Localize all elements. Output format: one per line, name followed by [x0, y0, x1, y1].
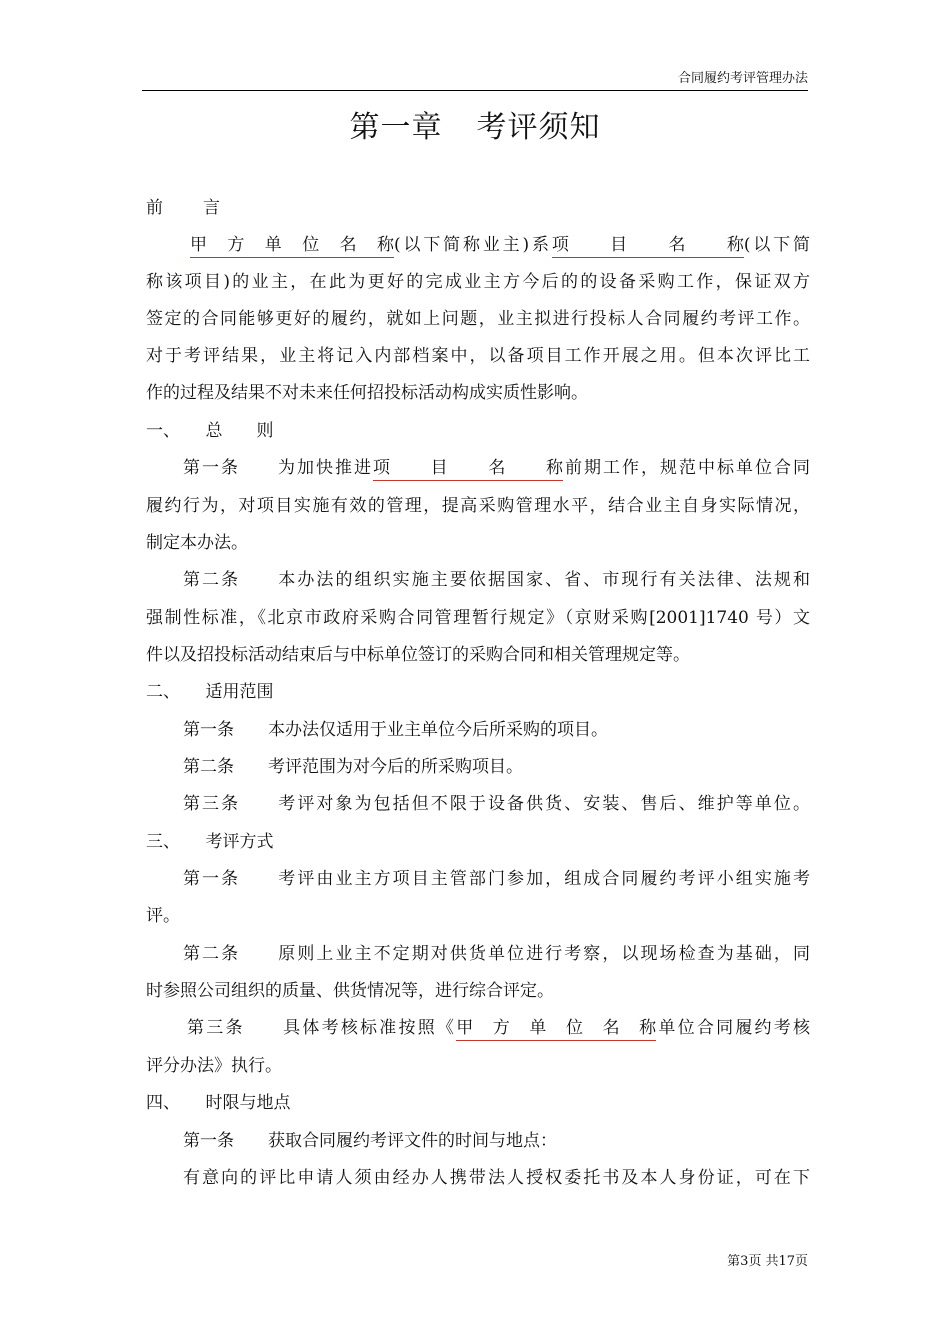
article-line: 强制性标准，《北京市政府采购合同管理暂行规定》（京财采购[2001]1740 号）文 — [146, 608, 810, 628]
article-line: 第二条 本办法的组织实施主要依据国家、省、市现行有关法律、法规和 — [183, 570, 810, 590]
article-line: 制定本办法。 — [146, 533, 248, 553]
page-total: 共17页 — [765, 1254, 808, 1269]
paragraph-line: 甲方单位名称(以下简称业主)系项目名称(以下简 — [146, 227, 810, 264]
chapter-number: 第一章 — [349, 110, 443, 145]
article-line: 时参照公司组织的质量、供货情况等，进行综合评定。 — [146, 981, 554, 1001]
paragraph-line: 对于考评结果，业主将记入内部档案中，以备项目工作开展之用。但本次评比工 — [146, 346, 810, 366]
section-heading: 三、 考评方式 — [146, 832, 274, 852]
article-line: 有意向的评比申请人须由经办人携带法人授权委托书及本人身份证，可在下 — [183, 1168, 810, 1188]
fill-field-project: 项目名称 — [373, 458, 563, 481]
article-line: 第一条 获取合同履约考评文件的时间与地点： — [183, 1131, 557, 1151]
article-line: 履约行为，对项目实施有效的管理，提高采购管理水平，结合业主自身实际情况， — [146, 496, 810, 516]
page-footer — [723, 1250, 808, 1269]
fill-field-party-a: 甲方单位名称 — [456, 1018, 656, 1041]
article-line: 第一条 本办法仅适用于业主单位今后所采购的项目。 — [183, 720, 608, 740]
section-heading: 四、 时限与地点 — [146, 1093, 291, 1113]
page-number: 第3页 — [727, 1254, 762, 1269]
article-line: 第二条 原则上业主不定期对供货单位进行考察，以现场检查为基础，同 — [183, 944, 810, 964]
chapter-name: 考评须知 — [476, 110, 601, 145]
section-heading: 一、 总 则 — [146, 421, 274, 441]
chapter-title — [0, 106, 950, 150]
fill-field-party-a: 甲方单位名称 — [190, 235, 394, 258]
running-header — [142, 70, 808, 91]
article-line: 第一条 为加快推进项目名称前期工作，规范中标单位合同 — [183, 450, 810, 487]
article-line: 件以及招投标活动结束后与中标单位签订的采购合同和相关管理规定等。 — [146, 645, 690, 665]
fill-field-project: 项目名称 — [552, 235, 744, 258]
section-heading: 二、 适用范围 — [146, 682, 274, 702]
article-line: 第三条 具体考核标准按照《甲方单位名称单位合同履约考核 — [187, 1010, 810, 1047]
article-line: 第三条 考评对象为包括但不限于设备供货、安装、售后、维护等单位。 — [183, 794, 810, 814]
article-line: 第二条 考评范围为对今后的所采购项目。 — [183, 757, 523, 777]
paragraph-line: 称该项目)的业主，在此为更好的完成业主方今后的的设备采购工作，保证双方 — [146, 272, 810, 292]
paragraph-line: 签定的合同能够更好的履约，就如上问题，业主拟进行投标人合同履约考评工作。 — [146, 309, 810, 329]
paragraph-line: 作的过程及结果不对未来任何招投标活动构成实质性影响。 — [146, 383, 588, 403]
article-line: 评。 — [146, 906, 180, 926]
header-doc-title: 合同履约考评管理办法 — [677, 71, 808, 86]
preface-heading: 前 言 — [146, 198, 220, 218]
article-line: 第一条 考评由业主方项目主管部门参加，组成合同履约考评小组实施考 — [183, 869, 810, 889]
article-line: 评分办法》执行。 — [146, 1056, 282, 1076]
